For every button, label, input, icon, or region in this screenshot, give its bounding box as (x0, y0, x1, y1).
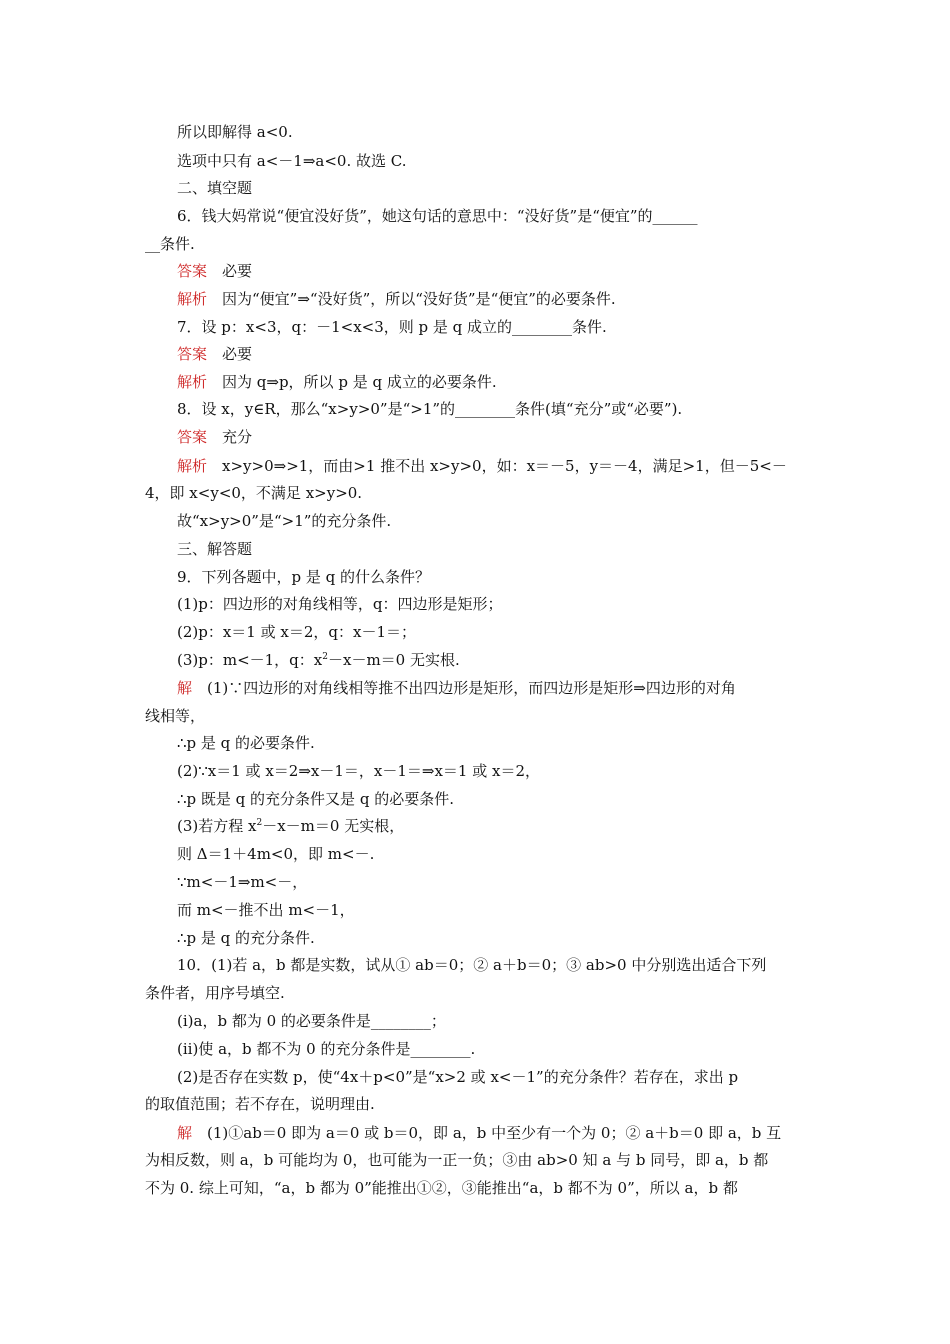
question-10 (177, 954, 766, 976)
line-text: (2)是否存在实数 p，使“4x＋p<0”是“x>2 或 x<－1”的充分条件？若存在，求出 p (177, 1068, 739, 1086)
text-line (177, 1038, 475, 1060)
line-text: (3)p：m<－1，q：x (177, 651, 323, 669)
line-text: 6．钱大妈常说“便宜没好货”，她这句话的意思中：“没好货”是“便宜”的______ (177, 207, 698, 225)
question-9 (177, 566, 430, 588)
solution-text: (1)①ab＝0 即为 a＝0 或 b＝0，即 a，b 中至少有一个为 0；② a＋b＝0 即 a，b 互 (192, 1124, 782, 1142)
line-text: －x－m＝0 无实根. (327, 651, 460, 669)
line-text: 线相等， (145, 707, 206, 725)
solution-line (177, 677, 736, 699)
question-8 (177, 398, 682, 420)
line-text: 的取值范围；若不存在，说明理由. (145, 1095, 375, 1113)
answer-label: 答案 (177, 345, 208, 363)
text-line (145, 482, 362, 504)
line-text: ∴p 是 q 的充分条件. (177, 929, 315, 947)
text-line (177, 1010, 446, 1032)
answer-text: 充分 (207, 428, 253, 446)
analysis-text: 因为“便宜”⇒“没好货”，所以“没好货”是“便宜”的必要条件. (207, 290, 616, 308)
line-text: ∴p 既是 q 的充分条件又是 q 的必要条件. (177, 790, 454, 808)
line-text: 4，即 x<y<0，不满足 x>y>0. (145, 484, 363, 502)
solution-text: (1)∵四边形的对角线相等推不出四边形是矩形，而四边形是矩形⇒四边形的对角 (192, 679, 736, 697)
analysis-label: 解析 (177, 290, 208, 308)
line-text: 不为 0. 综上可知，“a，b 都为 0”能推出①②，③能推出“a，b 都不为 0”，所以 a，b 都 (145, 1179, 738, 1197)
text-line (177, 649, 460, 671)
line-text: 故“x>y>0”是“>1”的充分条件. (177, 512, 392, 530)
text-line (177, 150, 406, 172)
line-text: 所以即解得 a<0. (177, 123, 293, 141)
answer-text: 必要 (207, 345, 253, 363)
analysis-label: 解析 (177, 373, 208, 391)
line-text: 则 Δ＝1＋4m<0，即 m<－. (177, 845, 375, 863)
answer-label: 答案 (177, 262, 208, 280)
line-text: (ⅰ)a，b 都为 0 的必要条件是________； (177, 1012, 446, 1030)
heading-text: 三、解答题 (177, 540, 253, 558)
question-7 (177, 316, 607, 338)
line-text: __条件. (145, 235, 195, 253)
text-line (177, 899, 355, 921)
text-line (145, 233, 195, 255)
line-text: (1)p：四边形的对角线相等，q：四边形是矩形； (177, 595, 503, 613)
line-text: 条件者，用序号填空. (145, 984, 285, 1002)
line-text: 而 m<－推不出 m<－1， (177, 901, 355, 919)
text-line (177, 510, 391, 532)
question-6 (177, 205, 698, 227)
text-line (177, 593, 502, 615)
line-text: (2)∵x＝1 或 x＝2⇒x－1＝，x－1＝⇒x＝1 或 x＝2， (177, 762, 541, 780)
analysis-line (177, 455, 787, 477)
section-heading (177, 177, 252, 199)
line-text: ∴p 是 q 的必要条件. (177, 734, 315, 752)
text-line (177, 1066, 738, 1088)
text-line (145, 1149, 768, 1171)
solution-line (177, 1122, 781, 1144)
solution-label: 解 (177, 1124, 193, 1142)
line-text: 选项中只有 a<－1⇒a<0. 故选 C. (177, 152, 407, 170)
superscript: 2 (256, 818, 263, 828)
line-text: 9．下列各题中，p 是 q 的什么条件？ (177, 568, 431, 586)
text-line (145, 982, 285, 1004)
line-text: (ⅱ)使 a，b 都不为 0 的充分条件是________. (177, 1040, 476, 1058)
analysis-line (177, 288, 616, 310)
text-line (177, 788, 454, 810)
text-line (177, 121, 293, 143)
line-text: ∵m<－1⇒m<－， (177, 873, 308, 891)
line-text: 为相反数，则 a，b 可能均为 0，也可能为一正一负；③由 ab>0 知 a 与 b 同号，即 a，b 都 (145, 1151, 769, 1169)
analysis-text: x>y>0⇒>1，而由>1 推不出 x>y>0，如：x＝－5，y＝－4，满足>1，但－5<－ (207, 457, 787, 475)
text-line (177, 927, 315, 949)
heading-text: 二、填空题 (177, 179, 253, 197)
superscript: 2 (322, 652, 328, 662)
text-line (145, 1177, 738, 1199)
answer-line (177, 260, 252, 282)
line-text: (2)p：x＝1 或 x＝2，q：x－1＝； (177, 623, 416, 641)
text-line (177, 843, 374, 865)
analysis-line (177, 371, 497, 393)
section-heading (177, 538, 252, 560)
answer-line (177, 343, 252, 365)
text-line (177, 871, 307, 893)
text-line (177, 760, 540, 782)
text-line (145, 1093, 375, 1115)
line-text: (3)若方程 x (177, 817, 257, 835)
text-line (177, 621, 416, 643)
line-text: 8．设 x，y∈R，那么“x>y>0”是“>1”的________条件(填“充分”或“必要”). (177, 400, 683, 418)
answer-label: 答案 (177, 428, 208, 446)
answer-text: 必要 (207, 262, 253, 280)
text-line (177, 732, 315, 754)
line-text: －x－m＝0 无实根， (262, 817, 405, 835)
text-line (145, 705, 205, 727)
line-text: 7．设 p：x<3，q：－1<x<3，则 p 是 q 成立的________条件. (177, 318, 607, 336)
analysis-text: 因为 q⇒p，所以 p 是 q 成立的必要条件. (207, 373, 497, 391)
solution-label: 解 (177, 679, 193, 697)
analysis-label: 解析 (177, 457, 208, 475)
text-line (177, 815, 404, 837)
answer-line (177, 426, 252, 448)
line-text: 10．(1)若 a，b 都是实数，试从① ab＝0；② a＋b＝0；③ ab>0 中分别选出适合下列 (177, 956, 767, 974)
